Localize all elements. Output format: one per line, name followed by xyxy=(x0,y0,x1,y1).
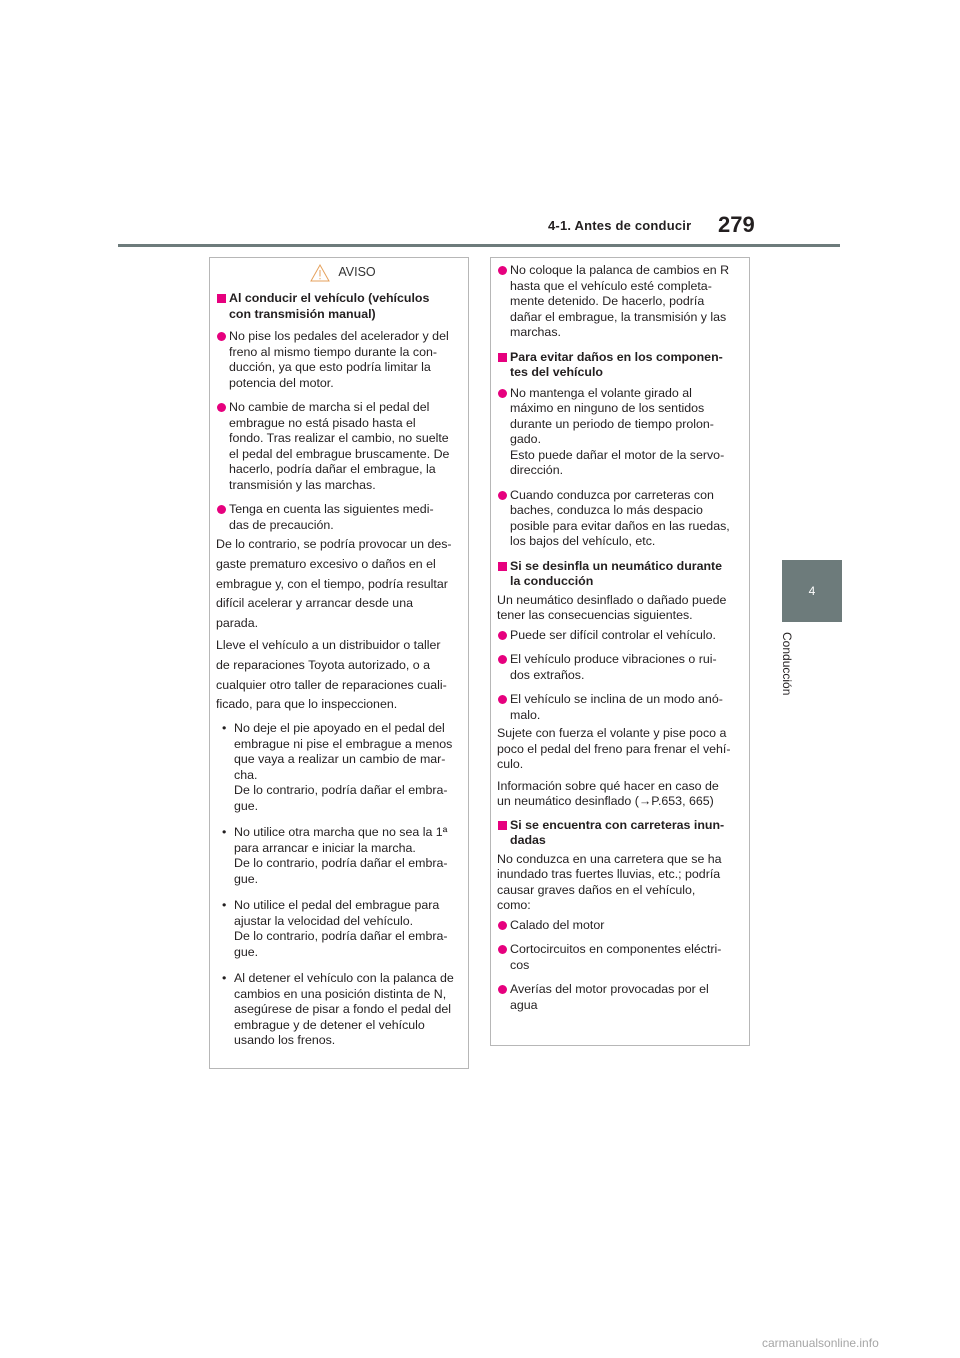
list-item: Cortocircuitos en componentes eléctri- cos xyxy=(497,942,739,973)
circle-bullet-icon xyxy=(217,403,226,412)
warning-header xyxy=(228,258,458,288)
chapter-tab xyxy=(782,560,842,622)
warning-triangle-icon xyxy=(310,264,330,282)
list-item: No coloque la palanca de cambios en R hasta que el vehículo esté completa- mente detenido. De hacerlo, podría dañar el embrague, la transmisión y las marchas. xyxy=(497,263,739,341)
page-number: 279 xyxy=(718,212,755,237)
circle-bullet-icon xyxy=(498,491,507,500)
circle-bullet-icon xyxy=(498,389,507,398)
chapter-label xyxy=(780,632,804,712)
circle-bullet-icon xyxy=(498,985,507,994)
list-item: No cambie de marcha si el pedal del embrague no está pisado hasta el fondo. Tras realizar el cambio, no suelte el pedal del embrague bruscamente. De hacerlo, podría dañar el embrague, la transmisión y las marchas. xyxy=(216,400,458,493)
warning-box-right xyxy=(490,257,750,1046)
list-item: No mantenga el volante girado al máximo en ninguno de los sentidos durante un periodo de tiempo prolon- gado. Esto puede dañar el motor de la servo- dirección. xyxy=(497,386,739,479)
circle-bullet-icon xyxy=(498,655,507,664)
warning-box-left xyxy=(209,257,469,1069)
section-heading: Para evitar daños en los componen- tes del vehículo xyxy=(497,350,739,381)
section-heading: Si se desinfla un neumático durante la conducción xyxy=(497,559,739,590)
sub-item: • No utilice el pedal del embrague para ajustar la velocidad del vehículo. De lo contrario, podría dañar el embra- gue. xyxy=(222,898,448,959)
square-bullet-icon xyxy=(498,353,507,362)
list-item: No pise los pedales del acelerador y del freno al mismo tiempo durante la con- ducción, ya que esto podría limitar la potencia del motor. xyxy=(216,329,458,391)
paragraph: Información sobre qué hacer en caso de un neumático desinflado (→P.653, 665) xyxy=(497,778,719,808)
circle-bullet-icon xyxy=(498,921,507,930)
chapter-label-text: Conducción xyxy=(780,632,794,696)
paragraph: Lleve el vehículo a un distribuidor o taller de reparaciones Toyota autorizado, o a cualquier otro taller de reparaciones cuali- ficado, para que lo inspeccionen. xyxy=(216,637,447,712)
list-item: Puede ser difícil controlar el vehículo. xyxy=(497,628,739,644)
list-item: Calado del motor xyxy=(497,918,739,934)
square-bullet-icon xyxy=(498,562,507,571)
circle-bullet-icon xyxy=(498,631,507,640)
list-item: Cuando conduzca por carreteras con baches, conduzca lo más despacio posible para evitar daños en las ruedas, los bajos del vehículo, etc. xyxy=(497,488,739,550)
warning-label: AVISO xyxy=(338,265,376,280)
list-item: El vehículo se inclina de un modo anó- malo. xyxy=(497,692,739,723)
circle-bullet-icon xyxy=(217,505,226,514)
chapter-number: 4 xyxy=(808,584,816,598)
paragraph: De lo contrario, se podría provocar un des- gaste prematuro excesivo o daños en el embrague y, con el tiempo, podría resultar difícil acelerar y arrancar desde una parada. xyxy=(216,537,452,631)
section-heading: Si se encuentra con carreteras inun- dadas xyxy=(497,818,739,849)
circle-bullet-icon xyxy=(217,332,226,341)
circle-bullet-icon xyxy=(498,695,507,704)
square-bullet-icon xyxy=(217,294,226,303)
square-bullet-icon xyxy=(498,821,507,830)
circle-bullet-icon xyxy=(498,266,507,275)
sub-item: • No deje el pie apoyado en el pedal del embrague ni pise el embrague a menos que vaya a realizar un cambio de mar- cha. De lo contrario, podría dañar el embra- gue. xyxy=(222,721,453,813)
sub-item: • Al detener el vehículo con la palanca de cambios en una posición distinta de N, asegúrese de pisar a fondo el pedal del embrague y de detener el vehículo usando los frenos. xyxy=(222,971,454,1048)
section-title: 4-1. Antes de conducir xyxy=(548,218,692,233)
paragraph: Sujete con fuerza el volante y pise poco a poco el pedal del freno para frenar el vehí- culo. xyxy=(497,726,731,771)
watermark: carmanualsonline.info xyxy=(762,1336,879,1350)
list-item: Tenga en cuenta las siguientes medi- das de precaución. xyxy=(216,502,458,533)
paragraph: No conduzca en una carretera que se ha inundado tras fuertes lluvias, etc.; podría causar graves daños en el vehículo, como: xyxy=(497,851,722,912)
circle-bullet-icon xyxy=(498,945,507,954)
list-item: El vehículo produce vibraciones o rui- dos extraños. xyxy=(497,652,739,683)
sub-item: • No utilice otra marcha que no sea la 1ª para arrancar e iniciar la marcha. De lo contrario, podría dañar el embra- gue. xyxy=(222,825,448,886)
list-item: Averías del motor provocadas por el agua xyxy=(497,982,739,1013)
section-heading: Al conducir el vehículo (vehículos con transmisión manual) xyxy=(216,291,458,322)
header-rule xyxy=(118,244,840,247)
paragraph: Un neumático desinflado o dañado puede tener las consecuencias siguientes. xyxy=(497,592,727,622)
